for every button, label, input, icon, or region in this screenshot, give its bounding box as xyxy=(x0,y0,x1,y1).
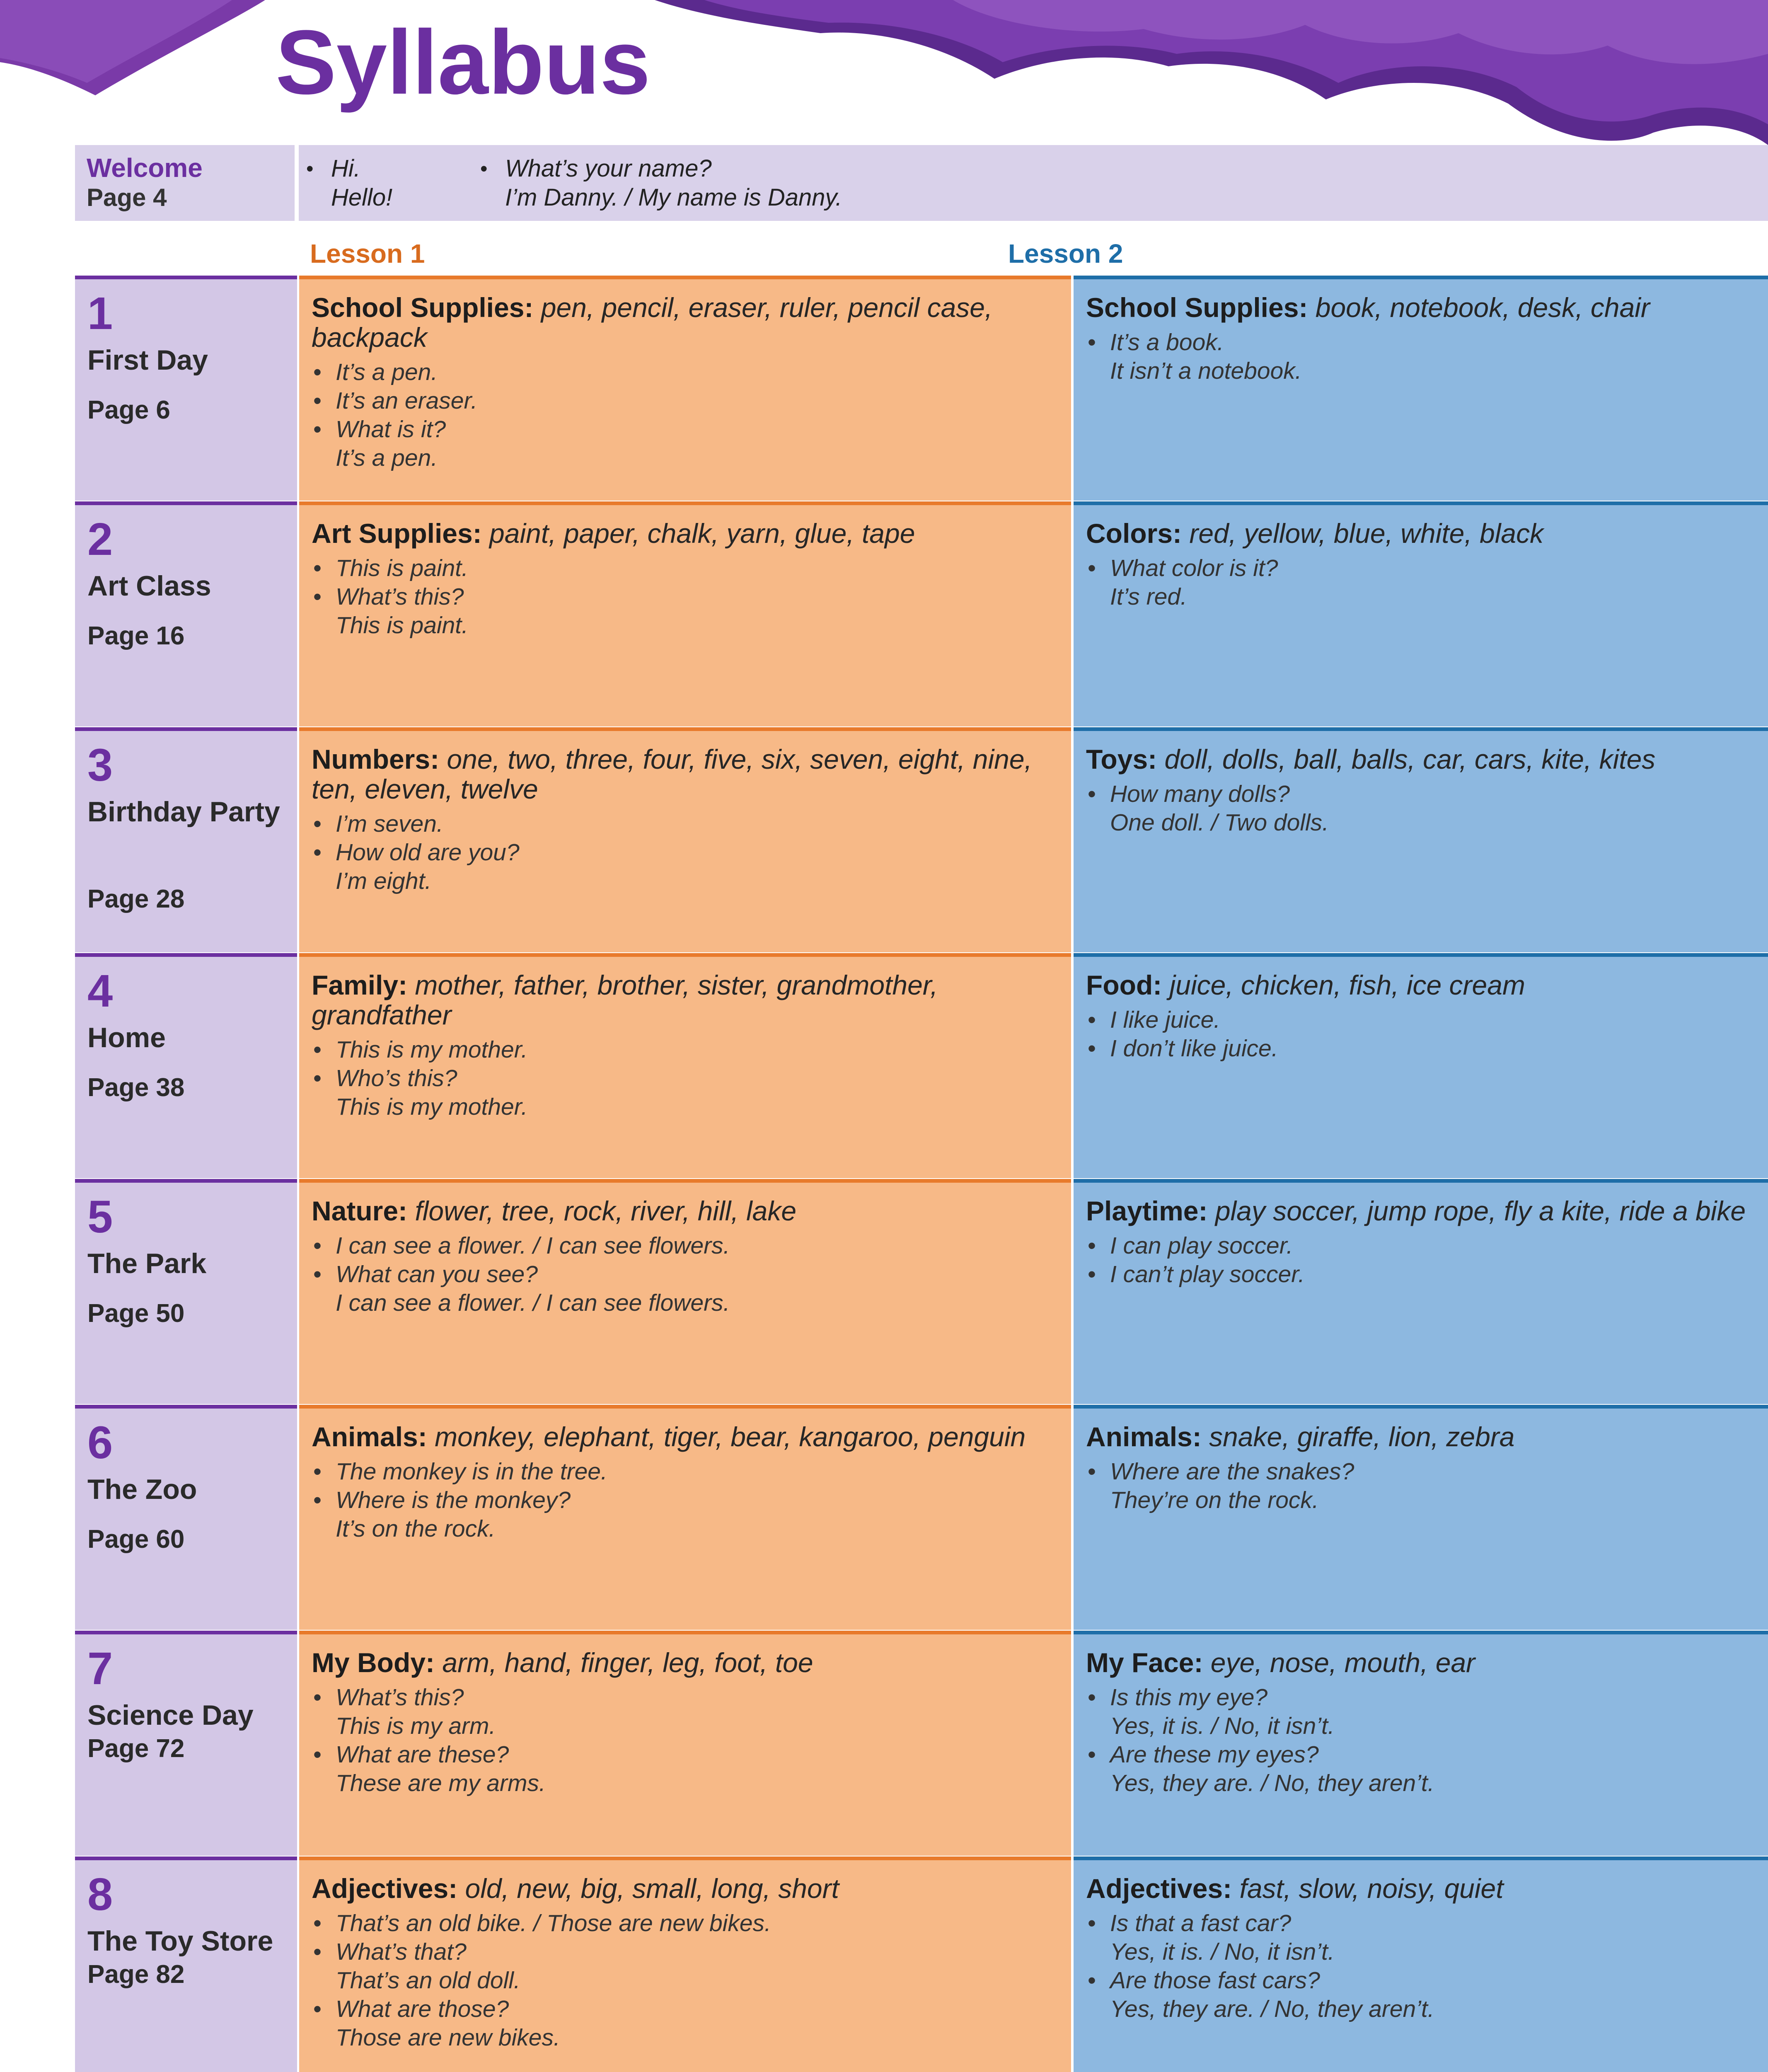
topic-label: Animals: xyxy=(312,1421,427,1452)
unit-row xyxy=(75,1405,1768,1630)
language-line: Yes, it is. / No, it isn’t. xyxy=(1110,1713,1335,1739)
vocab-line xyxy=(312,744,1059,804)
language-line: • How old are you? xyxy=(312,838,1059,867)
vocab-line xyxy=(1086,518,1756,548)
unit-row xyxy=(75,1857,1768,2072)
vocab-words: old, new, big, small, long, short xyxy=(465,1873,839,1904)
welcome-page: Page 4 xyxy=(87,184,167,211)
topic-label: School Supplies: xyxy=(1086,292,1308,323)
topic-label: School Supplies: xyxy=(312,292,534,323)
vocab-line xyxy=(312,1874,1059,1903)
lesson1-cell xyxy=(299,1631,1071,1856)
lesson1-cell xyxy=(299,276,1071,501)
welcome-phrases-2: • What’s your name? I’m Danny. / My name is Danny. xyxy=(481,154,842,212)
unit-name: Home xyxy=(87,1022,166,1053)
language-line: • What’s this? xyxy=(312,583,1059,611)
welcome-phrase: Hi. xyxy=(331,155,360,182)
language-line: • I can play soccer. xyxy=(1086,1232,1756,1260)
unit-name: Art Class xyxy=(87,570,211,602)
lesson1-cell xyxy=(299,953,1071,1178)
language-line: I can see a flower. / I can see flowers. xyxy=(336,1290,730,1316)
lesson2-header: Lesson 2 xyxy=(1008,239,1123,269)
vocab-line xyxy=(1086,1196,1756,1226)
vocab-line xyxy=(1086,1422,1756,1452)
language-line: • I like juice. xyxy=(1086,1006,1756,1034)
topic-label: Art Supplies: xyxy=(312,518,482,549)
vocab-words: doll, dolls, ball, balls, car, cars, kite, kites xyxy=(1164,744,1656,775)
lesson1-cell xyxy=(299,1405,1071,1630)
unit-name: Science Day xyxy=(87,1699,254,1731)
language-line: • It’s a book. xyxy=(1086,328,1756,357)
vocab-words: red, yellow, blue, white, black xyxy=(1189,518,1544,549)
language-line: • What can you see? xyxy=(312,1260,1059,1289)
unit-number: 7 xyxy=(87,1643,113,1694)
language-lines xyxy=(312,1909,1059,2052)
language-line: • Are these my eyes? xyxy=(1086,1740,1756,1769)
welcome-phrase: What’s your name? xyxy=(505,155,712,182)
language-line: This is paint. xyxy=(336,612,468,639)
unit-row xyxy=(75,727,1768,952)
language-line: Yes, it is. / No, it isn’t. xyxy=(1110,1939,1335,1965)
language-lines xyxy=(312,1457,1059,1543)
language-lines xyxy=(1086,1909,1756,2024)
vocab-line xyxy=(312,970,1059,1030)
lesson2-cell xyxy=(1074,501,1768,726)
language-line: It’s a pen. xyxy=(336,445,438,471)
lesson1-cell xyxy=(299,1179,1071,1404)
welcome-divider xyxy=(295,145,299,221)
language-line: • This is my mother. xyxy=(312,1036,1059,1064)
vocab-words: paint, paper, chalk, yarn, glue, tape xyxy=(489,518,915,549)
unit-row xyxy=(75,1631,1768,1856)
unit-name: Birthday Party xyxy=(87,796,280,828)
welcome-label: Welcome xyxy=(87,153,203,183)
topic-label: Toys: xyxy=(1086,744,1157,775)
language-line: Yes, they are. / No, they aren’t. xyxy=(1110,1770,1434,1796)
language-line: • Is that a fast car? xyxy=(1086,1909,1756,1938)
language-line: It isn’t a notebook. xyxy=(1110,358,1302,384)
vocab-words: book, notebook, desk, chair xyxy=(1315,292,1650,323)
unit-row xyxy=(75,1179,1768,1404)
language-line: • Where is the monkey? xyxy=(312,1486,1059,1515)
lesson2-cell xyxy=(1074,727,1768,952)
language-line: It’s on the rock. xyxy=(336,1515,496,1542)
vocab-words: flower, tree, rock, river, hill, lake xyxy=(415,1196,797,1226)
language-line: • What is it? xyxy=(312,415,1059,444)
vocab-line xyxy=(312,518,1059,548)
language-lines xyxy=(1086,1683,1756,1798)
topic-label: Adjectives: xyxy=(1086,1873,1232,1904)
lesson2-cell xyxy=(1074,1405,1768,1630)
vocab-words: arm, hand, finger, leg, foot, toe xyxy=(442,1647,813,1678)
language-line: • Where are the snakes? xyxy=(1086,1457,1756,1486)
language-lines xyxy=(312,358,1059,472)
unit-row xyxy=(75,953,1768,1178)
topic-label: Colors: xyxy=(1086,518,1182,549)
unit-number: 3 xyxy=(87,740,113,791)
lesson1-cell xyxy=(299,1857,1071,2072)
unit-page: Page 72 xyxy=(87,1734,185,1763)
vocab-line xyxy=(1086,1648,1756,1677)
language-line: • How many dolls? xyxy=(1086,780,1756,808)
topic-label: Adjectives: xyxy=(312,1873,458,1904)
unit-number: 5 xyxy=(87,1191,113,1242)
unit-name: First Day xyxy=(87,344,208,376)
unit-page: Page 6 xyxy=(87,396,170,424)
unit-number: 6 xyxy=(87,1417,113,1468)
unit-cell xyxy=(75,501,297,726)
language-lines xyxy=(312,1232,1059,1317)
language-line: • It’s an eraser. xyxy=(312,387,1059,415)
language-lines xyxy=(312,554,1059,640)
language-lines xyxy=(1086,1232,1756,1289)
topic-label: My Face: xyxy=(1086,1647,1203,1678)
language-line: • I’m seven. xyxy=(312,810,1059,838)
unit-cell xyxy=(75,1857,297,2072)
vocab-words: pen, pencil, eraser, ruler, pencil case, backpack xyxy=(312,292,993,353)
lesson2-cell xyxy=(1074,276,1768,501)
language-line: One doll. / Two dolls. xyxy=(1110,809,1329,836)
unit-cell xyxy=(75,1179,297,1404)
language-line: • I can see a flower. / I can see flowers. xyxy=(312,1232,1059,1260)
language-line: • Are those fast cars? xyxy=(1086,1966,1756,1995)
unit-page: Page 38 xyxy=(87,1073,185,1102)
language-lines xyxy=(1086,780,1756,837)
language-line: • What are these? xyxy=(312,1740,1059,1769)
welcome-phrases-1: • Hi. Hello! xyxy=(307,154,392,212)
unit-page: Page 60 xyxy=(87,1525,185,1554)
language-line: • Who’s this? xyxy=(312,1064,1059,1093)
unit-cell xyxy=(75,1631,297,1856)
vocab-words: mother, father, brother, sister, grandmother, grandfather xyxy=(312,970,938,1030)
language-line: It’s red. xyxy=(1110,583,1187,610)
unit-number: 1 xyxy=(87,288,113,339)
lesson2-cell xyxy=(1074,1631,1768,1856)
welcome-row xyxy=(75,145,1768,221)
unit-number: 4 xyxy=(87,966,113,1017)
lesson2-cell xyxy=(1074,953,1768,1178)
unit-page: Page 16 xyxy=(87,622,185,650)
language-line: • It’s a pen. xyxy=(312,358,1059,387)
language-lines xyxy=(1086,328,1756,385)
page-title: Syllabus xyxy=(276,11,651,113)
topic-label: Food: xyxy=(1086,970,1162,1000)
welcome-phrase: Hello! xyxy=(331,184,393,211)
vocab-words: snake, giraffe, lion, zebra xyxy=(1209,1421,1515,1452)
vocab-line xyxy=(312,293,1059,352)
vocab-line xyxy=(1086,744,1756,774)
language-line: They’re on the rock. xyxy=(1110,1487,1319,1513)
unit-row xyxy=(75,276,1768,501)
vocab-words: one, two, three, four, five, six, seven, eight, nine, ten, eleven, twelve xyxy=(312,744,1032,804)
topic-label: Nature: xyxy=(312,1196,408,1226)
topic-label: Numbers: xyxy=(312,744,440,775)
language-lines xyxy=(1086,1457,1756,1515)
unit-name: The Zoo xyxy=(87,1474,197,1505)
lesson1-header: Lesson 1 xyxy=(310,239,425,269)
language-line: • That’s an old bike. / Those are new bikes. xyxy=(312,1909,1059,1938)
vocab-words: monkey, elephant, tiger, bear, kangaroo, penguin xyxy=(435,1421,1026,1452)
topic-label: Playtime: xyxy=(1086,1196,1208,1226)
vocab-line xyxy=(312,1422,1059,1452)
lesson2-cell xyxy=(1074,1179,1768,1404)
unit-cell xyxy=(75,953,297,1178)
language-lines xyxy=(312,810,1059,896)
language-line: • This is paint. xyxy=(312,554,1059,583)
language-line: • What color is it? xyxy=(1086,554,1756,583)
language-lines xyxy=(1086,1006,1756,1063)
language-line: That’s an old doll. xyxy=(336,1967,520,1994)
unit-number: 8 xyxy=(87,1869,113,1920)
vocab-words: juice, chicken, fish, ice cream xyxy=(1169,970,1525,1000)
language-line: • Is this my eye? xyxy=(1086,1683,1756,1712)
welcome-phrase: I’m Danny. / My name is Danny. xyxy=(505,184,842,211)
lesson2-cell xyxy=(1074,1857,1768,2072)
topic-label: Family: xyxy=(312,970,408,1000)
vocab-line xyxy=(312,1196,1059,1226)
language-line: Those are new bikes. xyxy=(336,2024,560,2051)
language-line: These are my arms. xyxy=(336,1770,546,1796)
language-line: This is my mother. xyxy=(336,1094,528,1120)
unit-page: Page 82 xyxy=(87,1960,185,1989)
language-line: • What’s that? xyxy=(312,1938,1059,1966)
unit-cell xyxy=(75,1405,297,1630)
language-line: • What are those? xyxy=(312,1995,1059,2024)
language-line: • I can’t play soccer. xyxy=(1086,1260,1756,1289)
language-lines xyxy=(312,1036,1059,1121)
unit-page: Page 50 xyxy=(87,1299,185,1328)
topic-label: My Body: xyxy=(312,1647,435,1678)
language-line: I’m eight. xyxy=(336,868,432,894)
topic-label: Animals: xyxy=(1086,1421,1202,1452)
unit-name: The Park xyxy=(87,1248,207,1279)
vocab-words: eye, nose, mouth, ear xyxy=(1210,1647,1475,1678)
language-line: • I don’t like juice. xyxy=(1086,1034,1756,1063)
unit-cell xyxy=(75,276,297,501)
unit-row xyxy=(75,501,1768,726)
vocab-line xyxy=(1086,293,1756,322)
unit-number: 2 xyxy=(87,514,113,565)
vocab-line xyxy=(312,1648,1059,1677)
language-line: This is my arm. xyxy=(336,1713,496,1739)
language-line: • The monkey is in the tree. xyxy=(312,1457,1059,1486)
vocab-words: fast, slow, noisy, quiet xyxy=(1239,1873,1504,1904)
lesson1-cell xyxy=(299,501,1071,726)
vocab-line xyxy=(1086,970,1756,1000)
lesson1-cell xyxy=(299,727,1071,952)
language-lines xyxy=(312,1683,1059,1798)
unit-cell xyxy=(75,727,297,952)
language-line: Yes, they are. / No, they aren’t. xyxy=(1110,1996,1434,2022)
vocab-line xyxy=(1086,1874,1756,1903)
purple-cloud-banner xyxy=(0,0,1768,149)
vocab-words: play soccer, jump rope, fly a kite, ride a bike xyxy=(1215,1196,1746,1226)
unit-page: Page 28 xyxy=(87,885,185,913)
unit-name: The Toy Store xyxy=(87,1925,273,1957)
language-lines xyxy=(1086,554,1756,611)
language-line: • What’s this? xyxy=(312,1683,1059,1712)
